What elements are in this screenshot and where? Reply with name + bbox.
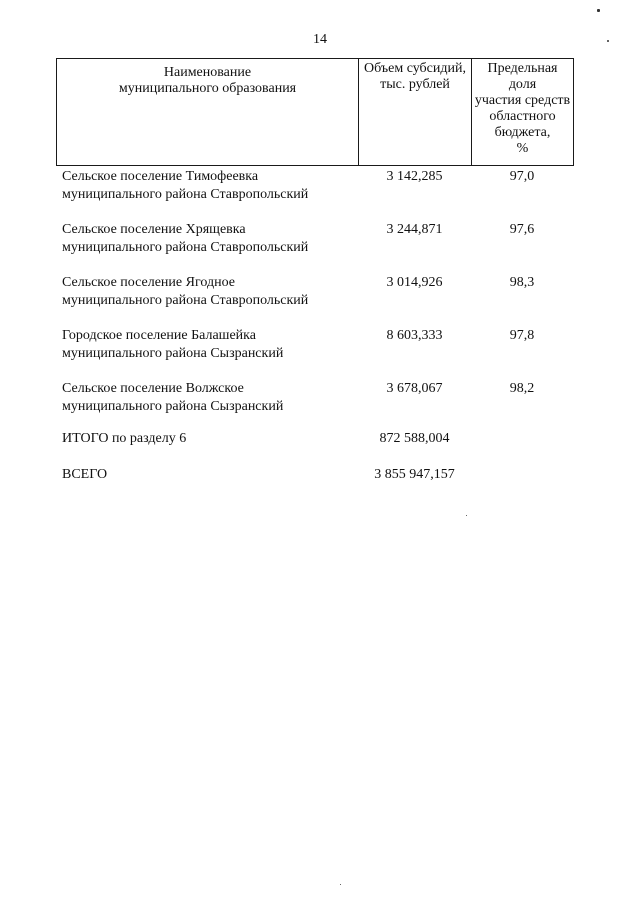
table-row bbox=[56, 380, 573, 433]
row-budget-share: 98,2 bbox=[509, 381, 535, 396]
scan-speck bbox=[466, 515, 467, 516]
row-subsidy-volume: 8 603,333 bbox=[386, 328, 443, 343]
subsidy-table-header bbox=[56, 58, 574, 166]
table-row bbox=[56, 274, 573, 327]
row-subsidy-volume: 3 678,067 bbox=[386, 381, 443, 396]
row-budget-share: 97,0 bbox=[509, 169, 535, 184]
header-subsidy-volume bbox=[359, 59, 472, 166]
grand-total-volume: 3 855 947,157 bbox=[374, 467, 455, 482]
section-total-volume: 872 588,004 bbox=[379, 431, 450, 446]
row-municipality-name: Сельское поселение Волжское муниципального района Сызранский bbox=[62, 381, 284, 414]
row-budget-share: 98,3 bbox=[509, 275, 535, 290]
grand-total-label: ВСЕГО bbox=[62, 467, 108, 482]
subsidy-table-body bbox=[56, 168, 573, 433]
row-municipality-name: Сельское поселение Хрящевка муниципального района Ставропольский bbox=[62, 222, 309, 255]
scan-speck bbox=[340, 884, 341, 885]
header-subsidy-volume-text: Объем субсидий, тыс. рублей bbox=[364, 61, 466, 92]
row-subsidy-volume: 3 014,926 bbox=[386, 275, 443, 290]
header-budget-share bbox=[472, 59, 574, 166]
page-number: 14 bbox=[313, 32, 327, 47]
scan-speck bbox=[597, 9, 600, 12]
row-budget-share: 97,8 bbox=[509, 328, 535, 343]
scan-speck bbox=[607, 40, 609, 42]
table-row bbox=[56, 221, 573, 274]
row-subsidy-volume: 3 244,871 bbox=[386, 222, 443, 237]
table-row bbox=[56, 168, 573, 221]
row-subsidy-volume: 3 142,285 bbox=[386, 169, 443, 184]
row-municipality-name: Городское поселение Балашейка муниципального района Сызранский bbox=[62, 328, 284, 361]
row-municipality-name: Сельское поселение Тимофеевка муниципального района Ставропольский bbox=[62, 169, 309, 202]
header-municipality-name bbox=[57, 59, 359, 166]
row-municipality-name: Сельское поселение Ягодное муниципального района Ставропольский bbox=[62, 275, 309, 308]
row-budget-share: 97,6 bbox=[509, 222, 535, 237]
header-budget-share-text: Предельная доля участия средств областного бюджета, % bbox=[474, 61, 571, 156]
section-total-label: ИТОГО по разделу 6 bbox=[62, 431, 187, 446]
header-municipality-name-text: Наименование муниципального образования bbox=[118, 65, 297, 96]
table-row bbox=[56, 327, 573, 380]
